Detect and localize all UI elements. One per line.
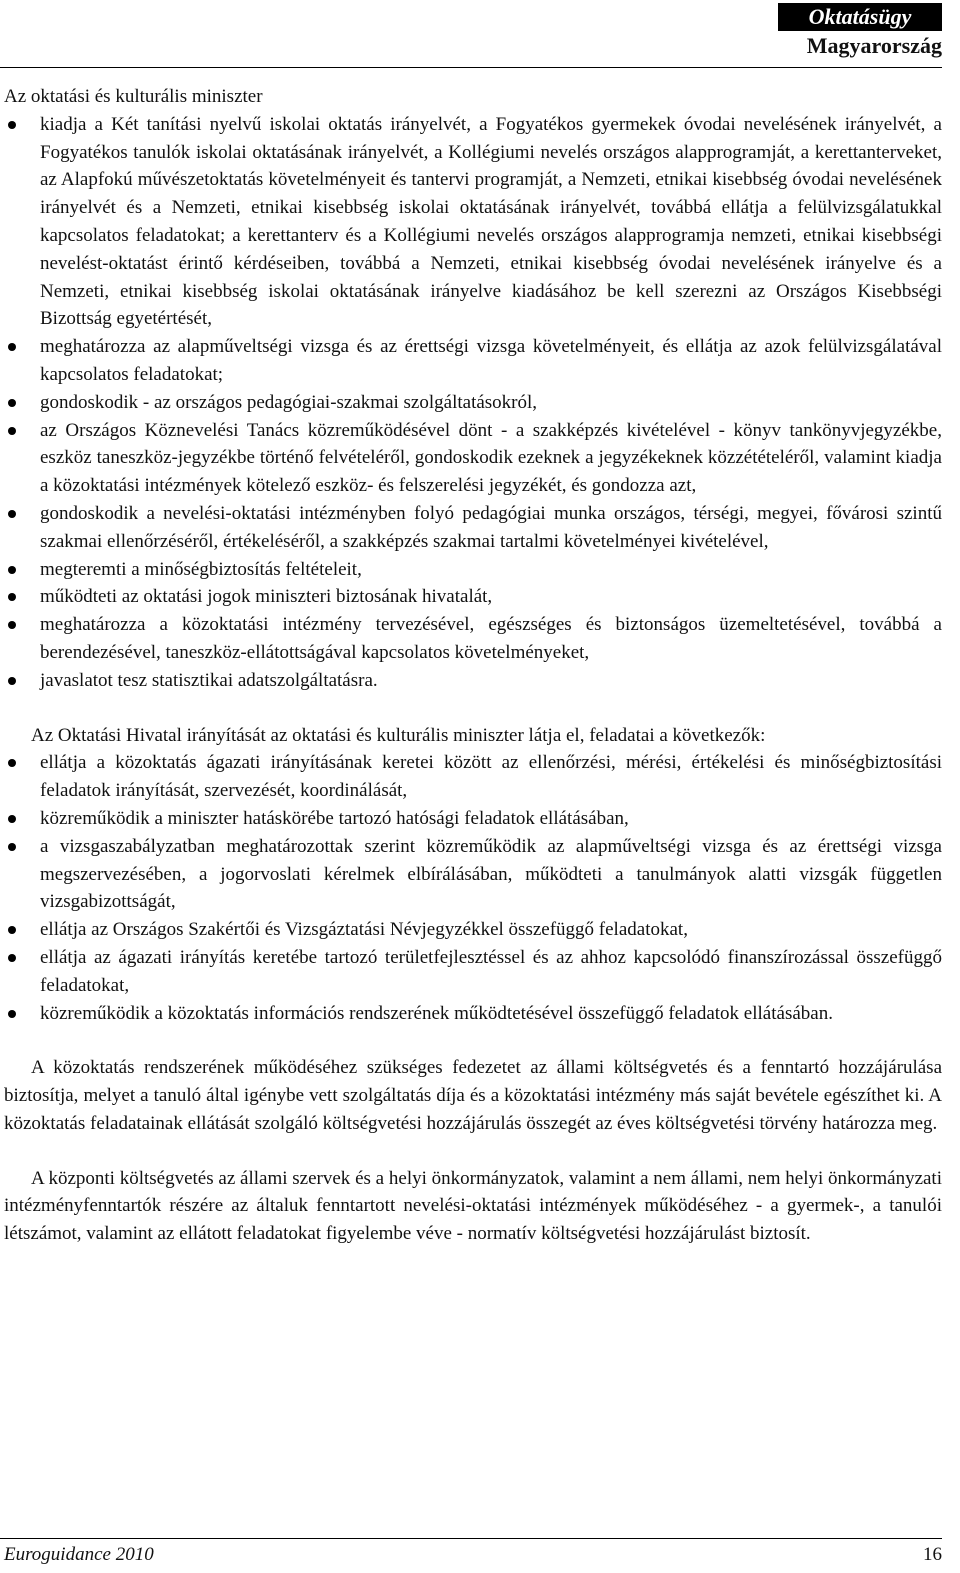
page-number: 16 [923,1544,942,1565]
funding-paragraph: A közoktatás rendszerének működéséhez szükséges fedezetet az állami költségvetés és a fenntartó hozzájárulása biztosítja, melyet a tanuló által igénybe vett szolgáltatás díja és a közoktatási intézmény más saját bevétele egészíthet ki. A közoktatás feladatainak ellátását szolgáló költségvetési hozzájárulás összegét az éves költségvetési törvény határozza meg. [4,1057,942,1134]
list-item: a vizsgaszabályzatban meghatározottak szerint közreműködik az alapműveltségi vizsga és az érettségi vizsga megszervezésében, a jogorvoslati kérelmek elbírálásában, működteti a tanulmányok alatti vizsgák független vizsgabizottságát, [40,833,942,916]
footer-divider [0,1538,942,1539]
header-badge: Oktatásügy [778,3,942,31]
minister-intro: Az oktatási és kulturális miniszter [4,86,263,107]
header-subtitle: Magyarország [806,33,942,58]
list-item: megteremti a minőségbiztosítás feltételeit, [40,556,942,584]
list-item: ellátja az ágazati irányítás keretébe tartozó területfejlesztéssel és az ahhoz kapcsolódó finanszírozással összefüggő feladatokat, [40,944,942,1000]
list-item: meghatározza a közoktatási intézmény tervezésével, egészséges és biztonságos üzemeltetésével, továbbá a berendezésével, taneszköz-ellátottságával kapcsolatos követelményeket, [40,611,942,667]
list-item: gondoskodik a nevelési-oktatási intézményben folyó pedagógiai munka országos, térségi, megyei, fővárosi szintű szakmai ellenőrzéséről, értékeléséről, a szakképzés szakmai tartalmi követelményei kivételével, [40,500,942,556]
office-intro: Az Oktatási Hivatal irányítását az oktatási és kulturális miniszter látja el, feladatai a következők: [31,724,766,746]
list-item: ellátja a közoktatás ágazati irányításának keretei között az ellenőrzési, mérési, értékelési és minőségbiztosítási feladatok irányítását, szervezését, koordinálását, [40,749,942,805]
minister-task-list [4,111,942,695]
list-item: kiadja a Két tanítási nyelvű iskolai oktatás irányelvét, a Fogyatékos gyermekek óvodai nevelésének irányelvét, a Fogyatékos tanulók iskolai oktatásának irányelvét, a Kollégiumi nevelés országos alapprogramját, a kerettanterveket, az Alapfokú művészetoktatás követelményeit és tantervi programját, a Nemzeti, etnikai kisebbség óvodai nevelésének irányelvét és a Nemzeti, etnikai kisebbség iskolai oktatásának irányelvét, továbbá ellátja a felülvizsgálatukkal kapcsolatos feladatokat; a kerettanterv és a Kollégiumi nevelés országos alapprogramja nemzeti, etnikai kisebbségi nevelést-oktatást érintő kérdéseiben, továbbá a Nemzeti, etnikai kisebbség óvodai nevelésének irányelve és a Nemzeti, etnikai kisebbség iskolai oktatásának irányelve kiadásához be kell szerezni az Országos Kisebbségi Bizottság egyetértését, [40,111,942,333]
footer-title: Euroguidance 2010 [4,1544,154,1565]
central-budget-paragraph: A központi költségvetés az állami szervek és a helyi önkormányzatok, valamint a nem állami, nem helyi önkormányzati intézményfenntartók részére az általuk fenntartott nevelési-oktatási intézmények működéséhez - a gyermek-, a tanulói létszámot, valamint az ellátott feladatokat figyelembe véve - normatív költségvetési hozzájárulást biztosít. [4,1167,942,1245]
list-item: az Országos Köznevelési Tanács közreműködésével dönt - a szakképzés kivételével - könyv tankönyvjegyzékbe, eszköz taneszköz-jegyzékbe történő felvételéről, gondoskodik ezeknek a jegyzékeknek közzétételéről, valamint kiadja a közoktatási intézmények kötelező eszköz- és felszerelési jegyzékét, és gondozza azt, [40,417,942,500]
list-item: ellátja az Országos Szakértői és Vizsgáztatási Névjegyzékkel összefüggő feladatokat, [40,916,942,944]
document-body [4,83,942,1248]
list-item: közreműködik a közoktatás információs rendszerének működtetésével összefüggő feladatok ellátásában. [40,1000,942,1028]
list-item: gondoskodik - az országos pedagógiai-szakmai szolgáltatásokról, [40,389,942,417]
header-divider [0,67,942,68]
list-item: közreműködik a miniszter hatáskörébe tartozó hatósági feladatok ellátásában, [40,805,942,833]
list-item: meghatározza az alapműveltségi vizsga és az érettségi vizsga követelményeit, és ellátja az azok felülvizsgálatával kapcsolatos feladatokat; [40,333,942,389]
office-task-list [4,749,942,1027]
list-item: működteti az oktatási jogok miniszteri biztosának hivatalát, [40,583,942,611]
list-item: javaslatot tesz statisztikai adatszolgáltatásra. [40,667,942,695]
